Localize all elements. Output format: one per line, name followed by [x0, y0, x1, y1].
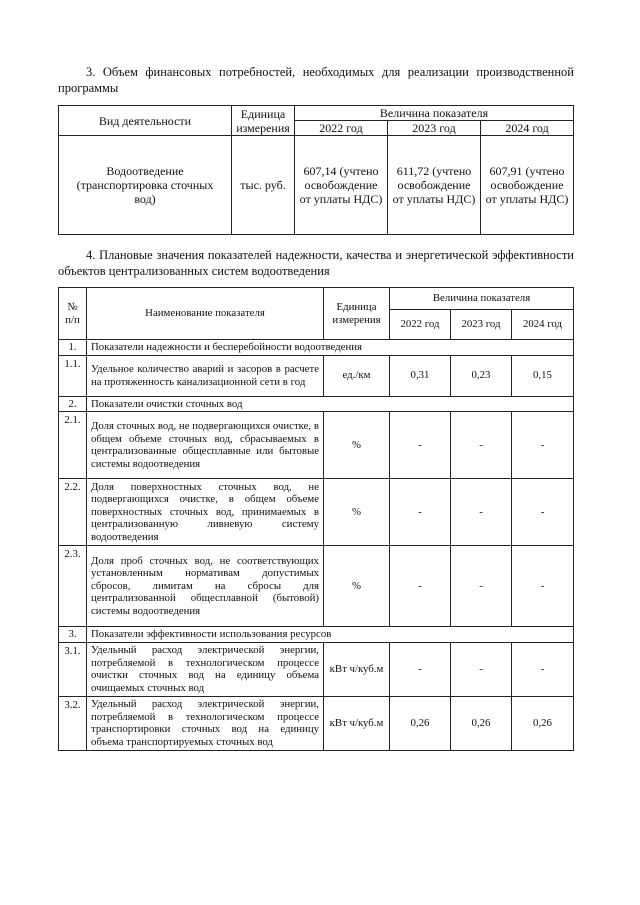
section-row [59, 627, 574, 643]
value-cell: 0,26 [512, 696, 574, 750]
value-cell: 607,14 (учтено освобождение от уплаты НДС) [295, 136, 388, 235]
indicator-name: Доля поверхностных сточных вод, не подвергающихся очистке, в общем объеме поверхностных сточных вод, принимаемых в централизованную ливневую систему водоотведения [87, 479, 324, 546]
section-title: Показатели очистки сточных вод [87, 396, 574, 412]
table-row [59, 696, 574, 750]
value-cell: 0,31 [390, 355, 451, 396]
value-cell: - [512, 546, 574, 627]
indicators-table [58, 287, 574, 751]
value-cell: - [512, 479, 574, 546]
value-cell: 0,26 [390, 696, 451, 750]
header-unit: Единица измерения [232, 106, 295, 136]
value-cell: - [390, 479, 451, 546]
value-cell: 0,15 [512, 355, 574, 396]
table-row [59, 355, 574, 396]
indicator-name: Доля проб сточных вод, не соответствующих установленным нормативам допустимых сбросов, лимитам на сбросы для централизованной общесплавной (бытовой) системы водоотведения [87, 546, 324, 627]
table-row [59, 546, 574, 627]
row-number: 2.3. [59, 546, 87, 627]
activity-cell: Водоотведение (транспортировка сточных вод) [59, 136, 232, 235]
row-number: 2. [59, 396, 87, 412]
value-cell: - [451, 412, 512, 479]
value-cell: 0,23 [451, 355, 512, 396]
header-num: № п/п [59, 288, 87, 340]
indicator-name: Удельное количество аварий и засоров в расчете на протяженность канализационной сети в год [87, 355, 324, 396]
value-cell: - [451, 642, 512, 696]
section-title: Показатели надежности и бесперебойности водоотведения [87, 340, 574, 356]
unit-cell: % [324, 412, 390, 479]
value-cell: - [390, 642, 451, 696]
unit-cell: кВт ч/куб.м [324, 696, 390, 750]
unit-cell: ед./км [324, 355, 390, 396]
value-cell: 0,26 [451, 696, 512, 750]
row-number: 2.2. [59, 479, 87, 546]
value-cell: 607,91 (учтено освобождение от уплаты НДС) [481, 136, 574, 235]
table-row [59, 642, 574, 696]
row-number: 3.1. [59, 642, 87, 696]
financial-needs-table [58, 105, 574, 235]
indicator-name: Удельный расход электрической энергии, потребляемой в технологическом процессе очистки сточных вод на единицу объема очищаемых сточных вод [87, 642, 324, 696]
header-year: 2024 год [481, 121, 574, 136]
header-value: Величина показателя [390, 288, 574, 310]
section-4-heading: 4. Плановые значения показателей надежности, качества и энергетической эффективности объектов централизованных систем водоотведения [58, 248, 574, 278]
header-year: 2022 год [295, 121, 388, 136]
table-row [59, 479, 574, 546]
row-number: 2.1. [59, 412, 87, 479]
table-row [59, 412, 574, 479]
value-cell: - [390, 546, 451, 627]
value-cell: - [390, 412, 451, 479]
header-name: Наименование показателя [87, 288, 324, 340]
value-cell: - [512, 412, 574, 479]
unit-cell: тыс. руб. [232, 136, 295, 235]
header-year: 2024 год [512, 310, 574, 340]
header-unit: Единица измерения [324, 288, 390, 340]
header-value: Величина показателя [295, 106, 574, 121]
header-activity: Вид деятельности [59, 106, 232, 136]
row-number: 3.2. [59, 696, 87, 750]
header-year: 2023 год [451, 310, 512, 340]
unit-cell: % [324, 479, 390, 546]
indicator-name: Удельный расход электрической энергии, потребляемой в технологическом процессе транспортировки сточных вод на единицу объема транспортируемых сточных вод [87, 696, 324, 750]
header-year: 2022 год [390, 310, 451, 340]
header-year: 2023 год [388, 121, 481, 136]
row-number: 1.1. [59, 355, 87, 396]
value-cell: - [451, 546, 512, 627]
section-title: Показатели эффективности использования ресурсов [87, 627, 574, 643]
value-cell: - [512, 642, 574, 696]
section-3-heading: 3. Объем финансовых потребностей, необходимых для реализации производственной программы [58, 65, 574, 95]
section-row [59, 340, 574, 356]
unit-cell: кВт ч/куб.м [324, 642, 390, 696]
value-cell: 611,72 (учтено освобождение от уплаты НДС) [388, 136, 481, 235]
indicator-name: Доля сточных вод, не подвергающихся очистке, в общем объеме сточных вод, сбрасываемых в централизованные общесплавные или бытовые системы водоотведения [87, 412, 324, 479]
row-number: 1. [59, 340, 87, 356]
unit-cell: % [324, 546, 390, 627]
value-cell: - [451, 479, 512, 546]
section-row [59, 396, 574, 412]
row-number: 3. [59, 627, 87, 643]
